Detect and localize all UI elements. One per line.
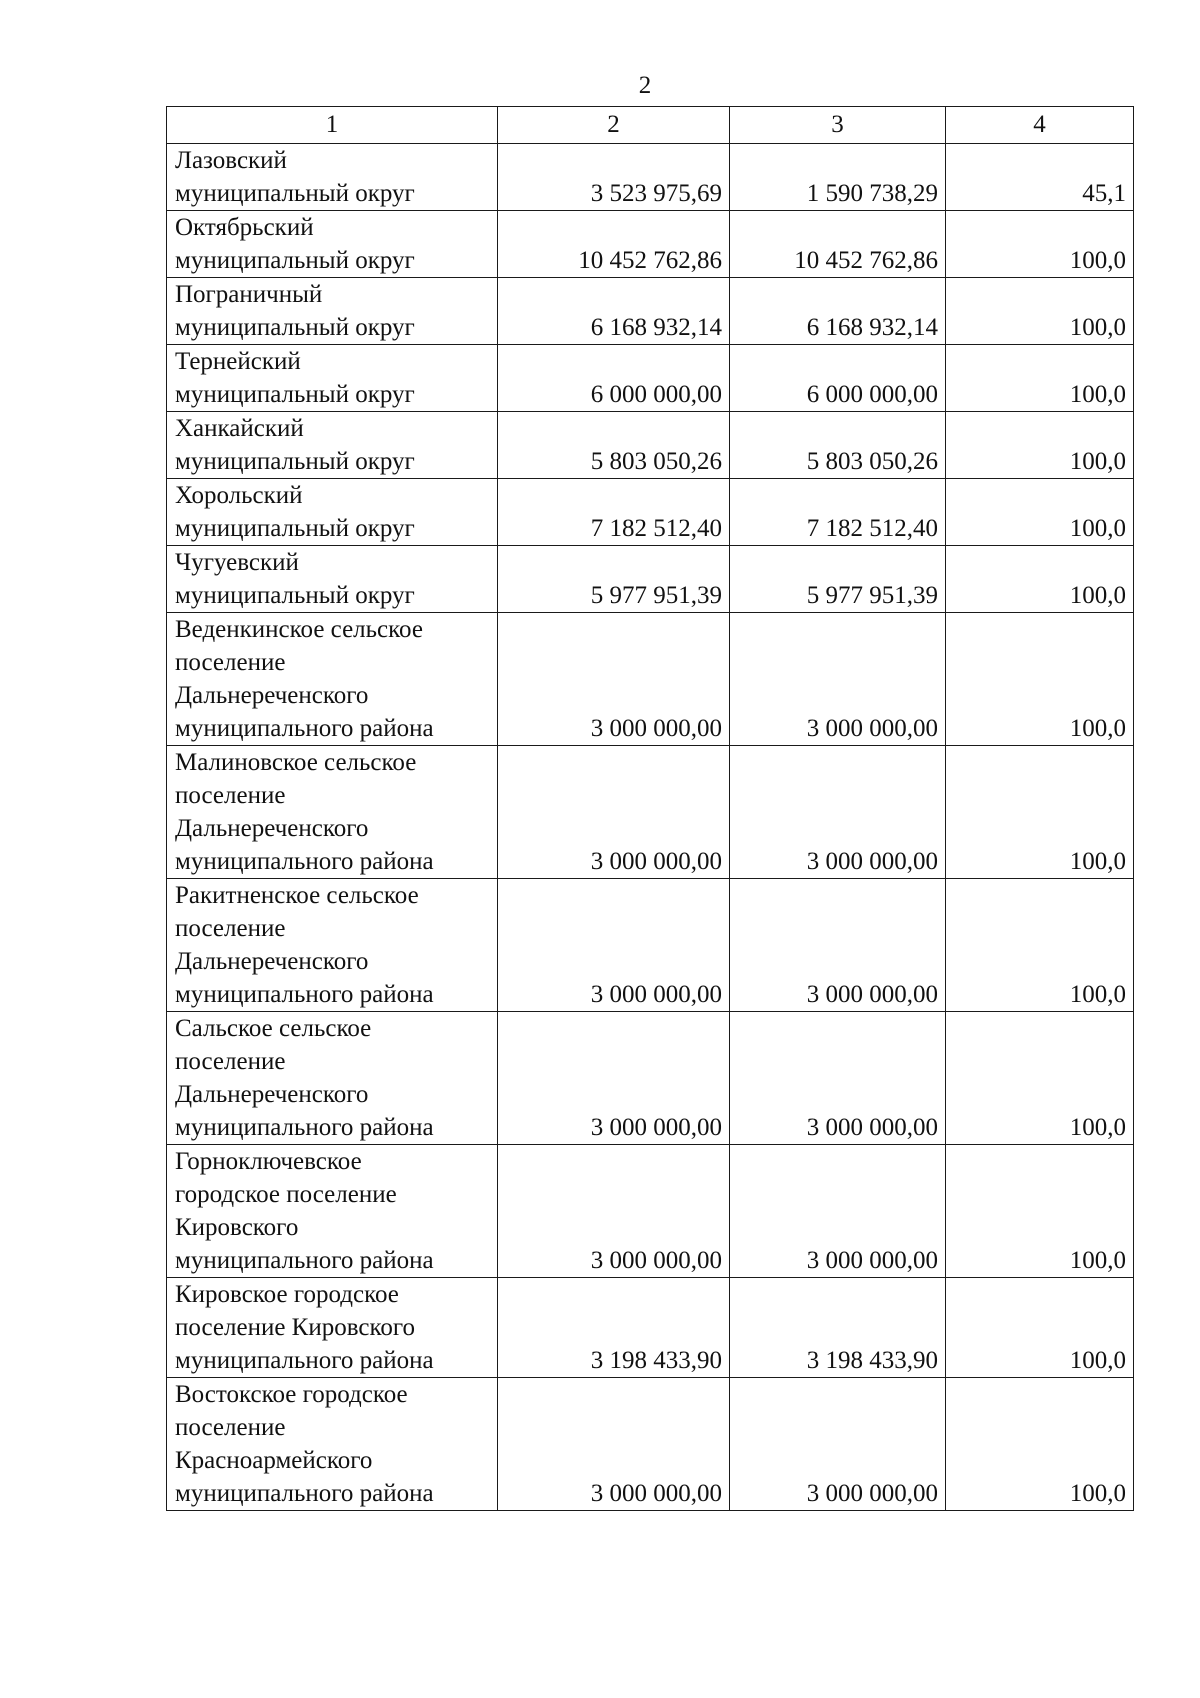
column-2-value-cell: 10 452 762,86 [498, 211, 730, 278]
column-4-value-cell: 100,0 [946, 746, 1134, 879]
column-3-value-cell: 1 590 738,29 [730, 144, 946, 211]
table-row [167, 1278, 1134, 1378]
municipality-name-cell: Веденкинское сельское поселение Дальнереченского муниципального района [167, 613, 498, 746]
table-row [167, 546, 1134, 613]
table-row [167, 211, 1134, 278]
column-3-value-cell: 3 000 000,00 [730, 1145, 946, 1278]
table-row [167, 746, 1134, 879]
header-row [167, 107, 1134, 144]
column-2-value-cell: 3 000 000,00 [498, 746, 730, 879]
municipality-name-cell: Чугуевский муниципальный округ [167, 546, 498, 613]
column-4-value-cell: 100,0 [946, 1012, 1134, 1145]
municipality-name-cell: Ханкайский муниципальный округ [167, 412, 498, 479]
column-2-value-cell: 6 000 000,00 [498, 345, 730, 412]
table-row [167, 345, 1134, 412]
column-2-value-cell: 3 000 000,00 [498, 1378, 730, 1511]
column-3-value-cell: 3 000 000,00 [730, 1012, 946, 1145]
table-row [167, 1012, 1134, 1145]
column-4-value-cell: 100,0 [946, 1278, 1134, 1378]
column-2-value-cell: 3 198 433,90 [498, 1278, 730, 1378]
table-row [167, 613, 1134, 746]
column-3-value-cell: 6 168 932,14 [730, 278, 946, 345]
column-header-3: 3 [730, 107, 946, 144]
municipality-name-cell: Малиновское сельское поселение Дальнереченского муниципального района [167, 746, 498, 879]
column-3-value-cell: 10 452 762,86 [730, 211, 946, 278]
column-4-value-cell: 100,0 [946, 412, 1134, 479]
municipality-name-cell: Тернейский муниципальный округ [167, 345, 498, 412]
column-2-value-cell: 3 000 000,00 [498, 879, 730, 1012]
column-2-value-cell: 3 000 000,00 [498, 1012, 730, 1145]
column-4-value-cell: 100,0 [946, 613, 1134, 746]
column-3-value-cell: 7 182 512,40 [730, 479, 946, 546]
column-3-value-cell: 3 000 000,00 [730, 879, 946, 1012]
table-row [167, 479, 1134, 546]
column-2-value-cell: 7 182 512,40 [498, 479, 730, 546]
column-2-value-cell: 6 168 932,14 [498, 278, 730, 345]
column-3-value-cell: 6 000 000,00 [730, 345, 946, 412]
column-4-value-cell: 45,1 [946, 144, 1134, 211]
column-2-value-cell: 5 977 951,39 [498, 546, 730, 613]
column-2-value-cell: 3 523 975,69 [498, 144, 730, 211]
table-row [167, 144, 1134, 211]
column-header-1: 1 [167, 107, 498, 144]
column-4-value-cell: 100,0 [946, 211, 1134, 278]
municipality-name-cell: Октябрьский муниципальный округ [167, 211, 498, 278]
column-4-value-cell: 100,0 [946, 1378, 1134, 1511]
municipality-name-cell: Горноключевское городское поселение Кировского муниципального района [167, 1145, 498, 1278]
column-3-value-cell: 3 000 000,00 [730, 1378, 946, 1511]
column-3-value-cell: 3 000 000,00 [730, 746, 946, 879]
municipality-name-cell: Сальское сельское поселение Дальнереченского муниципального района [167, 1012, 498, 1145]
municipality-name-cell: Хорольский муниципальный округ [167, 479, 498, 546]
municipality-name-cell: Пограничный муниципальный округ [167, 278, 498, 345]
column-4-value-cell: 100,0 [946, 278, 1134, 345]
column-4-value-cell: 100,0 [946, 1145, 1134, 1278]
column-header-4: 4 [946, 107, 1134, 144]
table-row [167, 412, 1134, 479]
municipality-name-cell: Востокское городское поселение Красноармейского муниципального района [167, 1378, 498, 1511]
column-4-value-cell: 100,0 [946, 546, 1134, 613]
table-row [167, 879, 1134, 1012]
data-table [166, 106, 1134, 1511]
column-4-value-cell: 100,0 [946, 879, 1134, 1012]
municipality-name-cell: Лазовский муниципальный округ [167, 144, 498, 211]
column-3-value-cell: 3 000 000,00 [730, 613, 946, 746]
column-2-value-cell: 3 000 000,00 [498, 1145, 730, 1278]
table-row [167, 1378, 1134, 1511]
municipality-name-cell: Кировское городское поселение Кировского муниципального района [167, 1278, 498, 1378]
column-3-value-cell: 5 977 951,39 [730, 546, 946, 613]
column-2-value-cell: 3 000 000,00 [498, 613, 730, 746]
page-number: 2 [638, 72, 652, 99]
column-4-value-cell: 100,0 [946, 345, 1134, 412]
column-header-2: 2 [498, 107, 730, 144]
table-row [167, 1145, 1134, 1278]
table-body [167, 107, 1134, 1511]
column-4-value-cell: 100,0 [946, 479, 1134, 546]
column-2-value-cell: 5 803 050,26 [498, 412, 730, 479]
municipality-name-cell: Ракитненское сельское поселение Дальнереченского муниципального района [167, 879, 498, 1012]
table-row [167, 278, 1134, 345]
column-3-value-cell: 5 803 050,26 [730, 412, 946, 479]
column-3-value-cell: 3 198 433,90 [730, 1278, 946, 1378]
